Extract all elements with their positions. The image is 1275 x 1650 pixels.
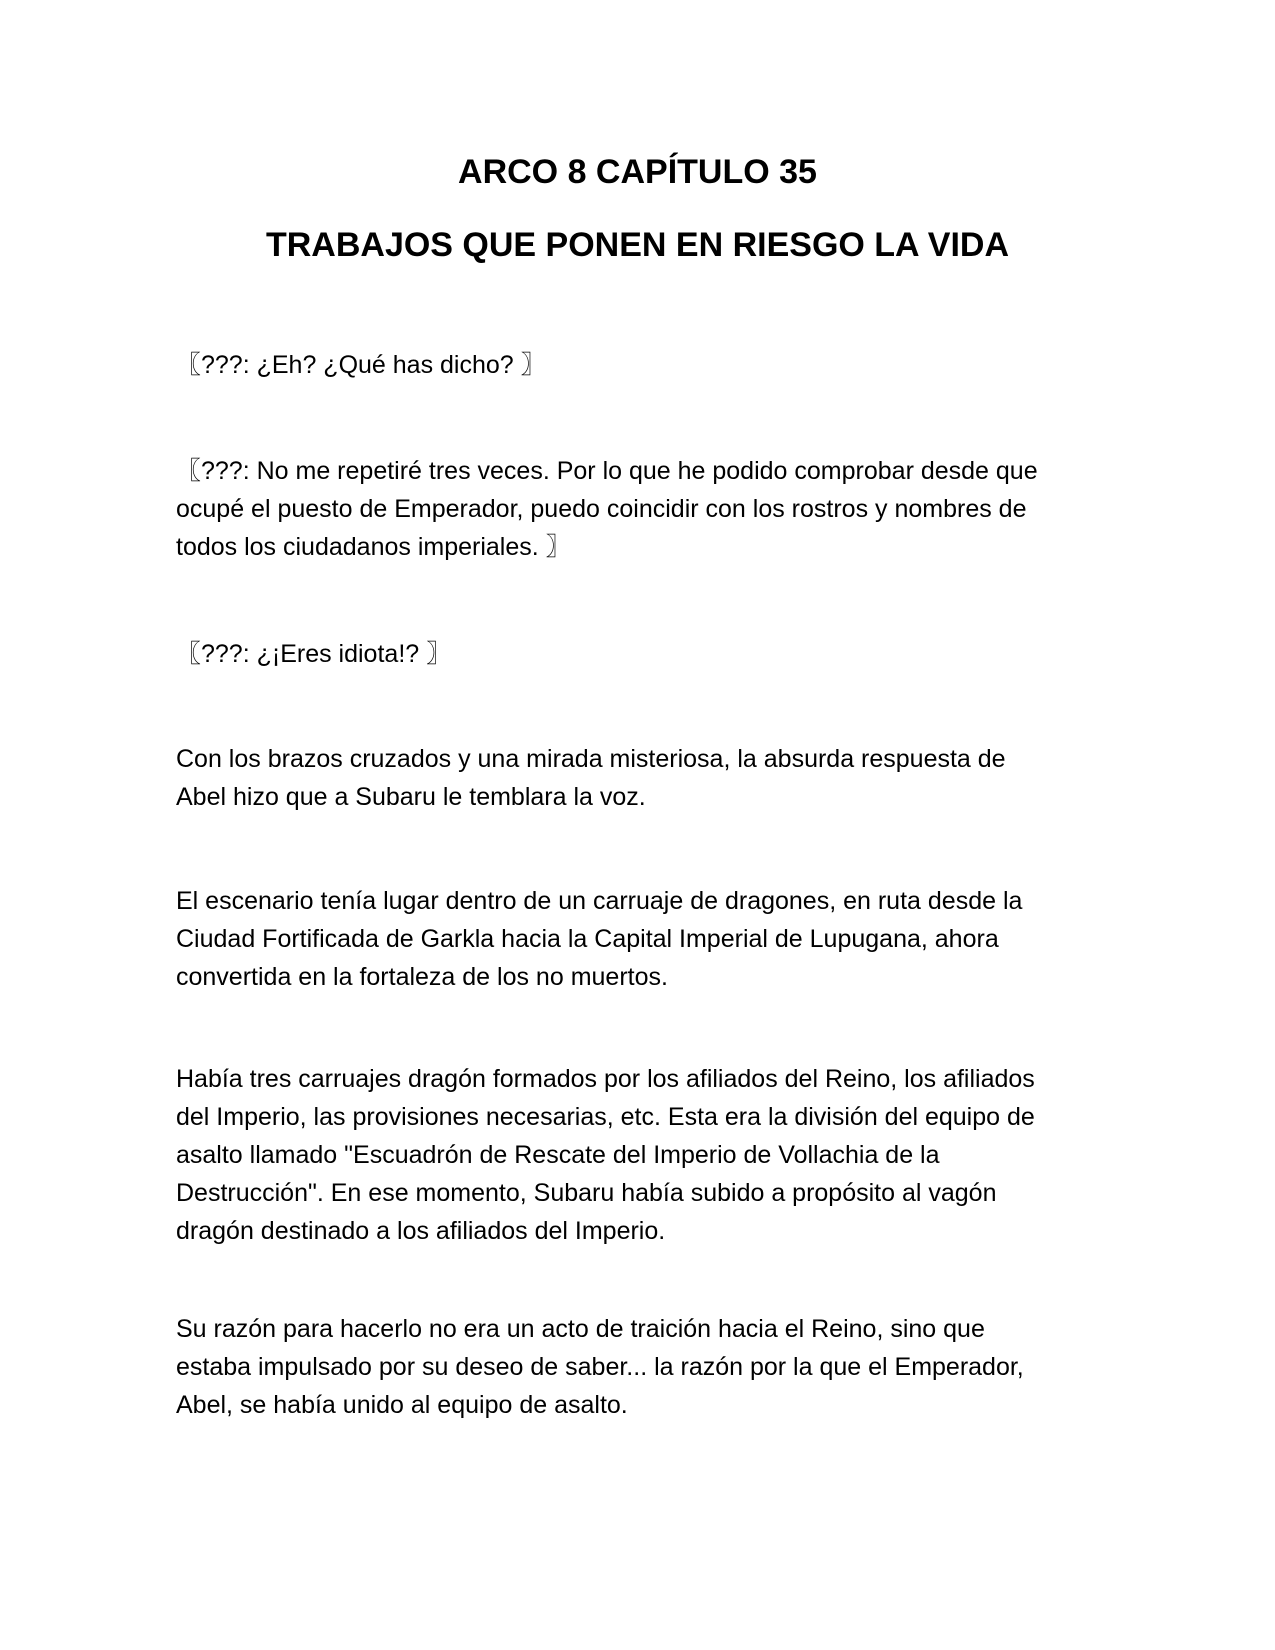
text-line: 〖???: No me repetiré tres veces. Por lo que he podido comprobar desde que — [176, 457, 1038, 485]
text-line: Destrucción". En ese momento, Subaru había subido a propósito al vagón — [176, 1179, 997, 1207]
chapter-title: ARCO 8 CAPÍTULO 35 — [458, 153, 817, 191]
text-line: El escenario tenía lugar dentro de un carruaje de dragones, en ruta desde la — [176, 887, 1023, 915]
paragraph-narration-1 — [176, 740, 1096, 816]
text-line: Su razón para hacerlo no era un acto de traición hacia el Reino, sino que — [176, 1315, 985, 1343]
text-line: ocupé el puesto de Emperador, puedo coincidir con los rostros y nombres de — [176, 495, 1027, 523]
text-line: asalto llamado "Escuadrón de Rescate del Imperio de Vollachia de la — [176, 1141, 940, 1169]
paragraph-narration-3 — [176, 1060, 1096, 1250]
text-line: todos los ciudadanos imperiales. 〗 — [176, 533, 571, 561]
text-line: Abel, se había unido al equipo de asalto. — [176, 1391, 628, 1419]
paragraph-dialogue-1 — [176, 346, 1096, 384]
text-line: 〖???: ¿Eh? ¿Qué has dicho? 〗 — [176, 351, 546, 379]
text-line: Había tres carruajes dragón formados por los afiliados del Reino, los afiliados — [176, 1065, 1035, 1093]
text-line: dragón destinado a los afiliados del Imperio. — [176, 1217, 666, 1245]
paragraph-dialogue-2 — [176, 452, 1096, 566]
text-line: convertida en la fortaleza de los no muertos. — [176, 963, 668, 991]
text-line: del Imperio, las provisiones necesarias, etc. Esta era la división del equipo de — [176, 1103, 1035, 1131]
text-line: Ciudad Fortificada de Garkla hacia la Capital Imperial de Lupugana, ahora — [176, 925, 999, 953]
text-line: Con los brazos cruzados y una mirada misteriosa, la absurda respuesta de — [176, 745, 1006, 773]
text-line: Abel hizo que a Subaru le temblara la voz. — [176, 783, 646, 811]
text-line: 〖???: ¿¡Eres idiota!? 〗 — [176, 640, 452, 668]
text-line: estaba impulsado por su deseo de saber... la razón por la que el Emperador, — [176, 1353, 1024, 1381]
paragraph-narration-4 — [176, 1310, 1096, 1424]
chapter-subtitle: TRABAJOS QUE PONEN EN RIESGO LA VIDA — [265, 226, 1010, 264]
paragraph-dialogue-3 — [176, 635, 1096, 673]
paragraph-narration-2 — [176, 882, 1096, 996]
